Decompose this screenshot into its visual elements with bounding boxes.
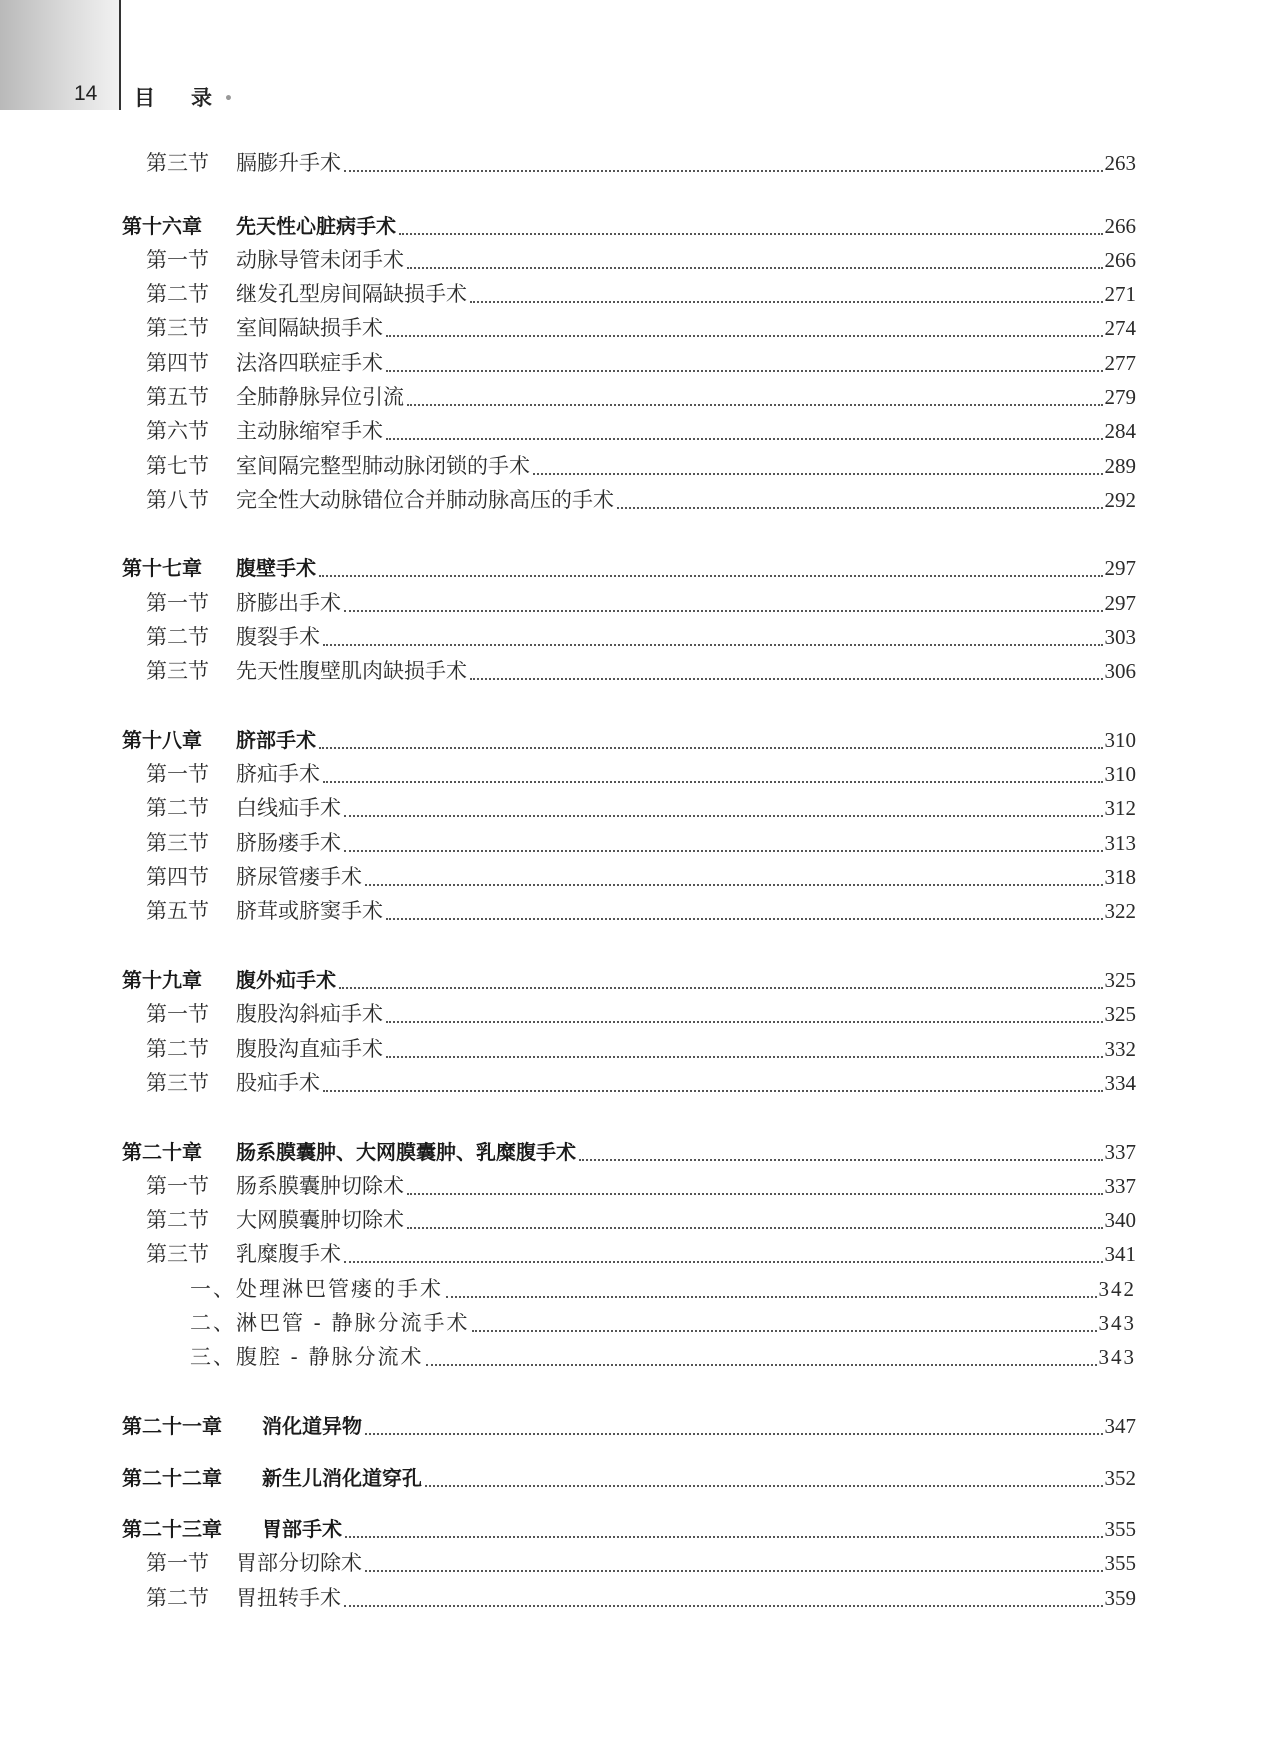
toc-label: 第二节: [146, 796, 209, 820]
toc-row[interactable]: [122, 1411, 1136, 1441]
toc-row[interactable]: [122, 553, 1136, 583]
dot-leader: [579, 1159, 1103, 1161]
toc-row[interactable]: [146, 1171, 1136, 1201]
dot-leader: [323, 644, 1103, 646]
dot-leader: [386, 370, 1103, 372]
dot-leader: [386, 438, 1103, 440]
toc-label: 第三节: [146, 1242, 209, 1266]
toc-row[interactable]: [146, 759, 1136, 789]
dot-leader: [344, 1605, 1103, 1607]
toc-row[interactable]: [146, 656, 1136, 686]
toc-title: 脐肠瘘手术: [236, 831, 341, 855]
toc-title: 肠系膜囊肿切除术: [236, 1174, 404, 1198]
toc-title: 肠系膜囊肿、大网膜囊肿、乳糜腹手术: [236, 1140, 576, 1164]
running-title: [134, 82, 233, 112]
dot-leader: [386, 1021, 1103, 1023]
dot-leader: [407, 267, 1103, 269]
toc-row[interactable]: [146, 862, 1136, 892]
toc-label: 第十八章: [122, 728, 202, 752]
toc-row[interactable]: [146, 416, 1136, 446]
toc-label: 第二节: [146, 1037, 209, 1061]
toc-page: 313: [1104, 831, 1136, 855]
dot-leader: [470, 301, 1103, 303]
dot-leader: [426, 1364, 1096, 1366]
toc-label: 三、: [190, 1345, 236, 1369]
dot-leader: [470, 678, 1103, 680]
dot-leader: [319, 747, 1103, 749]
toc-title: 淋巴管 - 静脉分流手术: [236, 1311, 470, 1335]
dot-leader: [407, 1193, 1103, 1195]
toc-page: 306: [1104, 659, 1136, 683]
toc-page: 334: [1104, 1071, 1136, 1095]
toc-row[interactable]: [146, 245, 1136, 275]
dot-leader: [386, 335, 1103, 337]
dot-leader: [365, 884, 1103, 886]
toc-page: 289: [1104, 454, 1136, 478]
toc-page: 271: [1104, 282, 1136, 306]
dot-leader: [344, 170, 1103, 172]
dot-leader: [339, 987, 1103, 989]
toc-page: 359: [1104, 1586, 1136, 1610]
dot-leader: [446, 1296, 1097, 1298]
toc-row[interactable]: [146, 451, 1136, 481]
dot-leader: [344, 610, 1103, 612]
toc-title: 室间隔完整型肺动脉闭锁的手术: [236, 454, 530, 478]
toc-page: 343: [1098, 1311, 1136, 1335]
toc-row[interactable]: [190, 1274, 1136, 1304]
toc-row[interactable]: [146, 622, 1136, 652]
toc-title: 脐膨出手术: [236, 591, 341, 615]
toc-row[interactable]: [190, 1342, 1136, 1372]
toc-page: 347: [1104, 1414, 1136, 1438]
toc-title: 腹腔 - 静脉分流术: [236, 1345, 424, 1369]
toc-page: 263: [1104, 151, 1136, 175]
toc-page: 284: [1104, 419, 1136, 443]
page-number: 14: [74, 82, 98, 105]
toc-label: 第一节: [146, 1002, 209, 1026]
toc-label: 第三节: [146, 151, 209, 175]
dot-leader: [345, 1536, 1103, 1538]
toc-title: 脐茸或脐窦手术: [236, 899, 383, 923]
dot-leader: [344, 815, 1103, 817]
toc-page: 340: [1104, 1208, 1136, 1232]
toc-label: 第二节: [146, 1208, 209, 1232]
toc-row[interactable]: [122, 965, 1136, 995]
toc-page: 342: [1098, 1277, 1136, 1301]
toc-row[interactable]: [146, 1583, 1136, 1613]
header-divider: [119, 0, 121, 110]
toc-page: 292: [1104, 488, 1136, 512]
toc-label: 第五节: [146, 899, 209, 923]
toc-page: 355: [1104, 1551, 1136, 1575]
toc-page: 310: [1104, 728, 1136, 752]
toc-page: 337: [1104, 1140, 1136, 1164]
toc-page: 266: [1104, 214, 1136, 238]
toc-row[interactable]: [146, 485, 1136, 515]
toc-row[interactable]: [146, 279, 1136, 309]
toc-label: 第二节: [146, 282, 209, 306]
toc-title: 先天性心脏病手术: [236, 214, 396, 238]
dot-leader: [399, 233, 1103, 235]
toc-page: 318: [1104, 865, 1136, 889]
toc-label: 第二节: [146, 1586, 209, 1610]
toc-title: 白线疝手术: [236, 796, 341, 820]
toc-title: 腹外疝手术: [236, 968, 336, 992]
dot-leader: [386, 1056, 1103, 1058]
toc-row[interactable]: [146, 1034, 1136, 1064]
toc-label: 第一节: [146, 762, 209, 786]
toc-title: 脐尿管瘘手术: [236, 865, 362, 889]
toc-title: 室间隔缺损手术: [236, 316, 383, 340]
dot-leader: [323, 781, 1103, 783]
dot-leader: [323, 1090, 1103, 1092]
toc-page: 279: [1104, 385, 1136, 409]
toc-title: 动脉导管未闭手术: [236, 248, 404, 272]
toc-label: 第二十二章: [122, 1466, 222, 1490]
dot-leader: [365, 1433, 1103, 1435]
toc-title: 胃部手术: [262, 1517, 342, 1541]
toc-page: 297: [1104, 591, 1136, 615]
toc-label: 第一节: [146, 591, 209, 615]
header-corner-shade: [0, 0, 120, 110]
toc-label: 第三节: [146, 659, 209, 683]
toc-label: 第十六章: [122, 214, 202, 238]
toc-label: 第十七章: [122, 556, 202, 580]
toc-title: 法洛四联症手术: [236, 351, 383, 375]
bullet-icon: •: [224, 91, 233, 107]
toc-row[interactable]: [146, 828, 1136, 858]
toc-page: 343: [1098, 1345, 1136, 1369]
toc-title: 膈膨升手术: [236, 151, 341, 175]
toc-row[interactable]: [122, 211, 1136, 241]
toc-title: 腹裂手术: [236, 625, 320, 649]
toc-row[interactable]: [122, 725, 1136, 755]
toc-row[interactable]: [146, 999, 1136, 1029]
dot-leader: [407, 404, 1103, 406]
toc-title: 全肺静脉异位引流: [236, 385, 404, 409]
running-title-char-2: 录: [191, 86, 212, 110]
toc-row[interactable]: [146, 313, 1136, 343]
toc-row[interactable]: [146, 1548, 1136, 1578]
dot-leader: [365, 1570, 1103, 1572]
toc-title: 乳糜腹手术: [236, 1242, 341, 1266]
toc-title: 继发孔型房间隔缺损手术: [236, 282, 467, 306]
toc-title: 完全性大动脉错位合并肺动脉高压的手术: [236, 488, 614, 512]
toc-page: 352: [1104, 1466, 1136, 1490]
toc-title: 腹股沟直疝手术: [236, 1037, 383, 1061]
toc-title: 先天性腹壁肌肉缺损手术: [236, 659, 467, 683]
toc-row[interactable]: [122, 1137, 1136, 1167]
dot-leader: [617, 507, 1103, 509]
toc-page: 266: [1104, 248, 1136, 272]
toc-label: 第二节: [146, 625, 209, 649]
toc-page: 341: [1104, 1242, 1136, 1266]
toc-title: 腹壁手术: [236, 556, 316, 580]
toc-label: 第四节: [146, 351, 209, 375]
toc-page: 322: [1104, 899, 1136, 923]
toc-label: 第二十一章: [122, 1414, 222, 1438]
toc-row[interactable]: [146, 896, 1136, 926]
toc-row[interactable]: [146, 348, 1136, 378]
running-title-char-1: 目: [134, 86, 155, 110]
toc-row[interactable]: [122, 1514, 1136, 1544]
toc-row[interactable]: [190, 1308, 1136, 1338]
toc-page: 325: [1104, 968, 1136, 992]
toc-label: 第四节: [146, 865, 209, 889]
toc-row[interactable]: [146, 1205, 1136, 1235]
toc-label: 第一节: [146, 1174, 209, 1198]
toc-title: 脐部手术: [236, 728, 316, 752]
toc-row[interactable]: [146, 1068, 1136, 1098]
toc-page: 274: [1104, 316, 1136, 340]
toc-label: 第十九章: [122, 968, 202, 992]
toc-row[interactable]: [146, 148, 1136, 178]
toc-title: 股疝手术: [236, 1071, 320, 1095]
toc-row[interactable]: [146, 588, 1136, 618]
dot-leader: [386, 918, 1103, 920]
toc-title: 主动脉缩窄手术: [236, 419, 383, 443]
toc-title: 消化道异物: [262, 1414, 362, 1438]
toc-row[interactable]: [146, 382, 1136, 412]
toc-page: 332: [1104, 1037, 1136, 1061]
toc-label: 第一节: [146, 1551, 209, 1575]
toc-title: 新生儿消化道穿孔: [262, 1466, 422, 1490]
toc-title: 处理淋巴管瘘的手术: [236, 1277, 443, 1301]
toc-page: 303: [1104, 625, 1136, 649]
dot-leader: [319, 575, 1103, 577]
dot-leader: [425, 1485, 1103, 1487]
toc-label: 第三节: [146, 316, 209, 340]
dot-leader: [344, 850, 1103, 852]
toc-label: 第五节: [146, 385, 209, 409]
toc-page: 337: [1104, 1174, 1136, 1198]
toc-label: 第二十章: [122, 1140, 202, 1164]
toc-row[interactable]: [122, 1463, 1136, 1493]
toc-page: 297: [1104, 556, 1136, 580]
toc-title: 腹股沟斜疝手术: [236, 1002, 383, 1026]
toc-label: 第八节: [146, 488, 209, 512]
toc-page: 310: [1104, 762, 1136, 786]
toc-label: 第三节: [146, 1071, 209, 1095]
toc-page: 325: [1104, 1002, 1136, 1026]
toc-page: 355: [1104, 1517, 1136, 1541]
toc-title: 胃扭转手术: [236, 1586, 341, 1610]
toc-page: 312: [1104, 796, 1136, 820]
dot-leader: [407, 1227, 1103, 1229]
dot-leader: [472, 1330, 1096, 1332]
dot-leader: [344, 1261, 1103, 1263]
toc-title: 大网膜囊肿切除术: [236, 1208, 404, 1232]
toc-label: 二、: [190, 1311, 236, 1335]
toc-page: 277: [1104, 351, 1136, 375]
dot-leader: [533, 473, 1103, 475]
toc-title: 脐疝手术: [236, 762, 320, 786]
toc-label: 一、: [190, 1277, 236, 1301]
toc-label: 第三节: [146, 831, 209, 855]
toc-label: 第六节: [146, 419, 209, 443]
toc-label: 第一节: [146, 248, 209, 272]
toc-row[interactable]: [146, 1239, 1136, 1269]
toc-row[interactable]: [146, 793, 1136, 823]
toc-label: 第二十三章: [122, 1517, 222, 1541]
toc-label: 第七节: [146, 454, 209, 478]
toc-title: 胃部分切除术: [236, 1551, 362, 1575]
